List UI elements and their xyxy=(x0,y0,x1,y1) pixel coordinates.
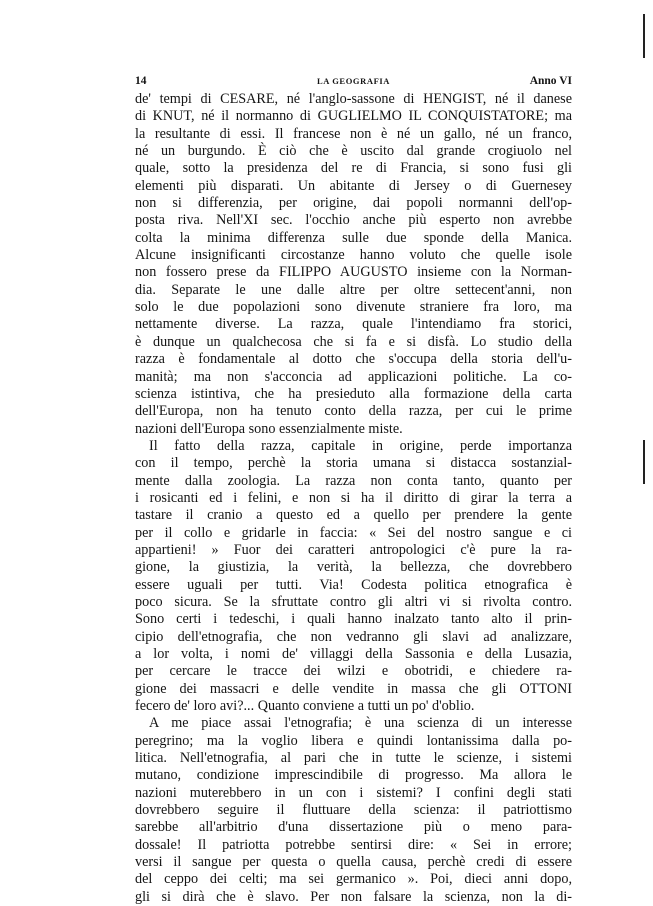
text-line: posta riva. Nell'XI sec. l'occhio anche più esperto non avrebbe xyxy=(135,212,572,229)
page-number: 14 xyxy=(135,75,147,87)
text-line: né un burgundo. È ciò che è uscito dal grande crogiuolo nel xyxy=(135,143,572,160)
text-line: essere uguali per tutti. Via! Codesta politica etnografica è xyxy=(135,576,572,593)
text-line: non fossero prese da FILIPPO AUGUSTO insieme con la Norman- xyxy=(135,264,572,281)
text-line: dovrebbero seguire il fluttuare della scienza: il patriottismo xyxy=(135,802,572,819)
text-line: cipio dell'etnografia, che non vedranno gli slavi ad analizzare, xyxy=(135,628,572,645)
volume-label: Anno VI xyxy=(529,75,572,87)
text-line: gione, la giustizia, la verità, la bellezza, che dovrebbero xyxy=(135,559,572,576)
text-line: nazioni muterebbero in un con i sistemi? I confini degli stati xyxy=(135,784,572,801)
text-line: mente dalla zoologia. La razza non conta tanto, quanto per xyxy=(135,472,572,489)
text-line: a lor volta, i nomi de' villaggi della Sassonia e della Lusazia, xyxy=(135,646,572,662)
text-line: poco sicura. Se la sfruttate contro gli altri vi si rivolta contro. xyxy=(135,593,572,610)
text-line: non si differenzia, per origine, dai popoli normanni dell'op- xyxy=(135,195,572,212)
page-edge-mark-top xyxy=(643,14,645,58)
text-line: gli si dirà che è slavo. Per non falsare la scienza, non la di- xyxy=(135,888,572,905)
text-line: per il collo e gridarle in faccia: « Sei del nostro sangue e ci xyxy=(135,524,572,541)
text-line: litica. Nell'etnografia, al pari che in tutte le scienze, i sistemi xyxy=(135,750,572,767)
text-line: sarebbe all'arbitrio d'una dissertazione più o meno para- xyxy=(135,819,572,836)
text-line: manità; ma non s'acconcia ad applicazioni politiche. La co- xyxy=(135,368,572,385)
text-line: A me piace assai l'etnografia; è una scienza di un interesse xyxy=(149,715,572,732)
text-line: razza è fondamentale al dotto che s'occupa della storia dell'u- xyxy=(135,351,572,368)
text-line: peregrino; ma la voglio libera e quindi lontanissima dalla po- xyxy=(135,732,572,749)
running-title: LA GEOGRAFIA xyxy=(316,76,391,86)
text-line: scienza istintiva, che ha presieduto alla formazione della carta xyxy=(135,385,572,402)
text-line: i rosicanti ed i felini, e non si ha il diritto di girar la terra a xyxy=(135,489,572,506)
text-line: elementi più disparati. Un abitante di Jersey o di Guernesey xyxy=(135,177,572,194)
text-line: quale, sotto la presidenza del re di Francia, si sono fusi gli xyxy=(135,160,572,177)
text-line: Il fatto della razza, capitale in origine, perde importanza xyxy=(149,437,572,454)
text-line: colta la minima differenza sulle due sponde della Manica. xyxy=(135,229,572,246)
text-line: gione dei massacri e delle vendite in massa che gli OTTONI xyxy=(135,680,572,697)
text-line: di KNUT, né il normanno di GUGLIELMO IL CONQUISTATORE; ma xyxy=(135,108,572,125)
text-line: nettamente diverse. La razza, quale l'intendiamo fra storici, xyxy=(135,316,572,333)
running-header xyxy=(135,73,572,89)
text-line: tastare il cranio a questo ed a quello per prendere la gente xyxy=(135,507,572,524)
text-line: con il tempo, perchè la storia umana si distacca sostanzial- xyxy=(135,455,572,472)
text-line: del ceppo dei celti; ma sei germanico ». Poi, dieci anni dopo, xyxy=(135,871,572,888)
text-line: appartieni! » Fuor dei caratteri antropologici c'è pure la ra- xyxy=(135,541,572,558)
text-line: per cercare le tracce dei wilzi e obotridi, e chiedere ra- xyxy=(135,663,572,680)
text-line: Alcune insignificanti circostanze hanno voluto che quelle isole xyxy=(135,247,572,264)
text-line: solo le due popolazioni sono divenute straniere fra loro, ma xyxy=(135,299,572,316)
page-edge-mark-mid xyxy=(643,440,645,484)
text-line: versi il sangue per questa o quella causa, perchè credi di essere xyxy=(135,854,572,871)
text-line: la resultante di essi. Il francese non è né un gallo, né un franco, xyxy=(135,125,572,142)
text-line: dell'Europa, non ha tenuto conto della razza, per cui le prime xyxy=(135,403,572,420)
text-line: dia. Separate le une dalle altre per oltre settecent'anni, non xyxy=(135,281,572,298)
text-line: dossale! Il patriotta potrebbe sentirsi dire: « Sei in errore; xyxy=(135,836,572,853)
text-line: è dunque un qualchecosa che si fa e si disfà. Lo studio della xyxy=(135,333,572,350)
text-line: mutano, condizione imprescindibile di progresso. Ma allora le xyxy=(135,767,572,784)
text-line: nazioni dell'Europa sono essenzialmente miste. xyxy=(135,420,403,437)
text-line: fecero de' loro avi?... Quanto conviene a tutti un po' d'oblio. xyxy=(135,698,475,715)
text-line: Sono certi i tedeschi, i quali hanno inalzato tanto alto il prin- xyxy=(135,611,572,628)
text-line: de' tempi di CESARE, né l'anglo-sassone di HENGIST, né il danese xyxy=(135,91,572,107)
body-text xyxy=(135,91,572,906)
